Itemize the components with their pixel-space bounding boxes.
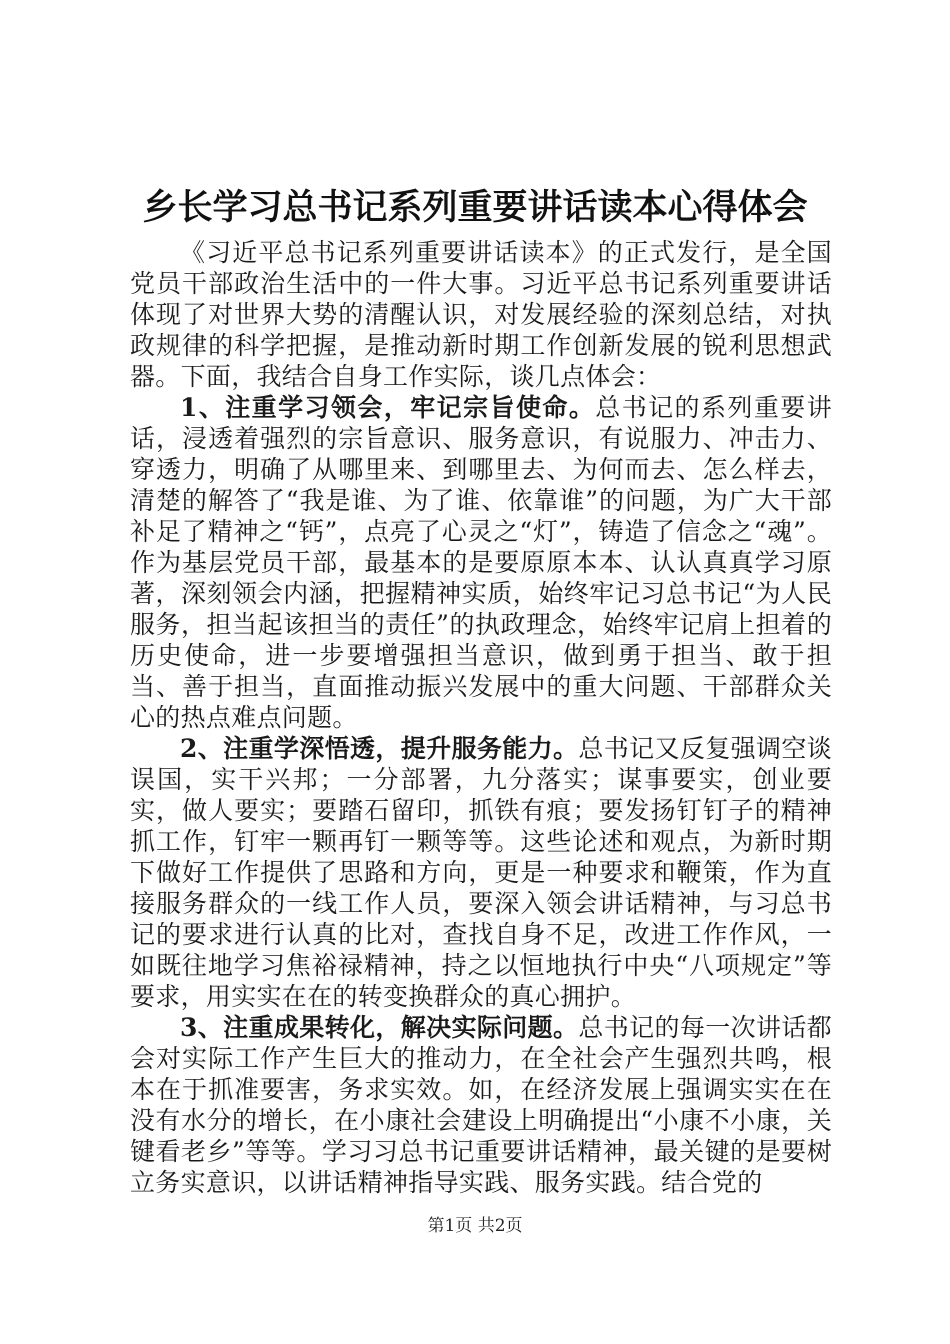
- section-text: 总书记的系列重要讲话，浸透着强烈的宗旨意识、服务意识，有说服力、冲击力、穿透力，明确了从哪里来、到哪里去、为何而去、怎么样去，清楚的解答了“我是谁、为了谁、依靠谁”的问题，为广大干部补足了精神之“钙”，点亮了心灵之“灯”，铸造了信念之“魂”。作为基层党员干部，最基本的是要原原本本、认认真真学习原著，深刻领会内涵，把握精神实质，始终牢记习总书记“为人民服务，担当起该担当的责任”的执政理念，始终牢记肩上担着的历史使命，进一步要增强担当意识，做到勇于担当、敢于担当、善于担当，直面推动振兴发展中的重大问题、干部群众关心的热点难点问题。: [130, 393, 832, 732]
- section-heading: 2、注重学深悟透，提升服务能力。: [180, 734, 579, 763]
- section-text: 总书记的每一次讲话都会对实际工作产生巨大的推动力，在全社会产生强烈共鸣，根本在于抓准要害，务求实效。如，在经济发展上强调实实在在没有水分的增长，在小康社会建设上明确提出“小康不小康，关键看老乡”等等。学习习总书记重要讲话精神，最关键的是要树立务实意识，以讲话精神指导实践、服务实践。结合党的: [130, 1013, 832, 1197]
- intro-paragraph: 《习近平总书记系列重要讲话读本》的正式发行，是全国党员干部政治生活中的一件大事。习近平总书记系列重要讲话体现了对世界大势的清醒认识，对发展经验的深刻总结，对执政规律的科学把握，是推动新时期工作创新发展的锐利思想武器。下面，我结合自身工作实际，谈几点体会：: [130, 238, 832, 391]
- section-paragraph-2: [130, 733, 832, 1012]
- section-text: 总书记又反复强调空谈误国，实干兴邦；一分部署，九分落实；谋事要实，创业要实，做人要实；要踏石留印，抓铁有痕；要发扬钉钉子的精神抓工作，钉牢一颗再钉一颗等等。这些论述和观点，为新时期下做好工作提供了思路和方向，更是一种要求和鞭策，作为直接服务群众的一线工作人员，要深入领会讲话精神，与习总书记的要求进行认真的比对，查找自身不足，改进工作作风，一如既往地学习焦裕禄精神，持之以恒地执行中央“八项规定”等要求，用实实在在的转变换群众的真心拥护。: [130, 734, 832, 1011]
- section-heading: 3、注重成果转化，解决实际问题。: [180, 1013, 579, 1042]
- section-paragraph-3: [130, 1012, 832, 1198]
- page-footer: 第1页 共2页: [427, 1216, 523, 1236]
- document-title: 乡长学习总书记系列重要讲话读本心得体会: [142, 187, 808, 228]
- section-paragraph-1: [130, 392, 832, 733]
- document-body: [130, 237, 832, 1198]
- section-heading: 1、注重学习领会，牢记宗旨使命。: [180, 393, 596, 422]
